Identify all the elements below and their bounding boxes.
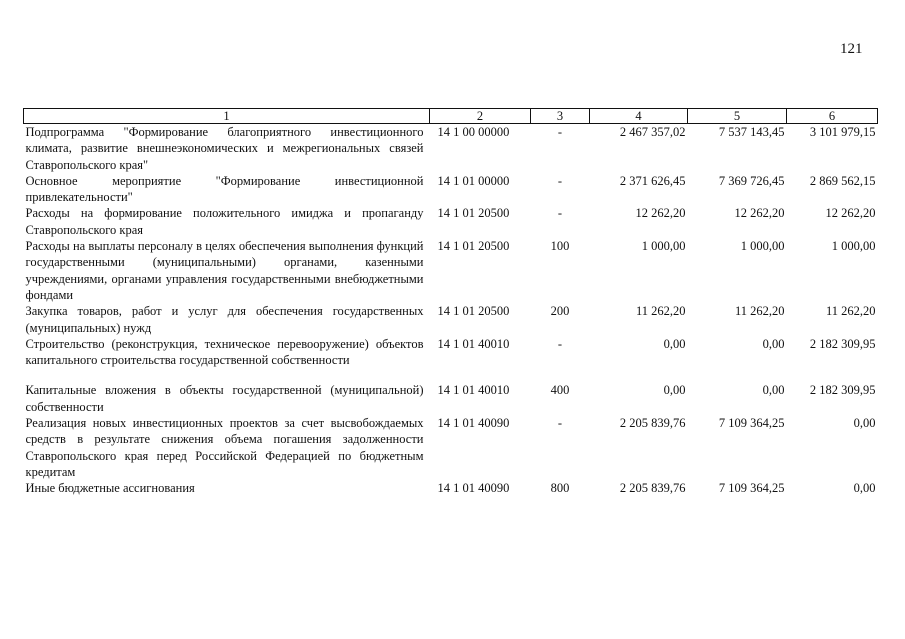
table-row — [24, 382, 878, 415]
row-sum-col-4: 0,00 — [663, 383, 686, 398]
row-sum-col-6: 2 182 309,95 — [809, 383, 876, 398]
row-sum-col-5: 1 000,00 — [740, 239, 785, 254]
row-sum-col-6: 12 262,20 — [825, 206, 876, 221]
row-name: Расходы на выплаты персоналу в целях обеспечения выполнения функций государственными (муниципальными) органами, казенными учреждениями, органами управления государственными внебюджетными фондами — [25, 239, 424, 302]
row-sum-col-5: 12 262,20 — [734, 206, 785, 221]
table-row — [24, 124, 878, 173]
row-expense-type: - — [557, 336, 563, 351]
table-row — [24, 480, 878, 496]
row-sum-col-5: 11 262,20 — [734, 304, 785, 319]
row-sum-col-6: 2 182 309,95 — [809, 336, 876, 351]
row-sum-col-4: 2 371 626,45 — [619, 173, 686, 188]
row-sum-col-4: 12 262,20 — [635, 206, 686, 221]
row-sum-col-5: 0,00 — [762, 336, 785, 351]
row-expense-type: - — [557, 173, 563, 188]
header-col-3: 3 — [531, 109, 590, 124]
header-row — [24, 109, 878, 124]
row-code: 14 1 01 00000 — [437, 173, 510, 188]
budget-table — [23, 108, 878, 497]
row-name: Подпрограмма "Формирование благоприятного инвестиционного климата, развитие внешнеэкономических и межрегиональных связей Ставропольского края" — [25, 125, 424, 172]
row-sum-col-4: 2 467 357,02 — [619, 125, 686, 139]
row-expense-type: - — [557, 416, 563, 431]
header-col-2: 2 — [430, 109, 531, 124]
row-code: 14 1 01 40090 — [437, 416, 510, 431]
row-name: Иные бюджетные ассигнования — [25, 481, 195, 496]
row-sum-col-6: 11 262,20 — [825, 304, 876, 319]
row-sum-col-5: 7 109 364,25 — [718, 481, 785, 496]
row-sum-col-5: 7 109 364,25 — [718, 416, 785, 431]
row-sum-col-5: 0,00 — [762, 383, 785, 398]
row-sum-col-4: 2 205 839,76 — [619, 416, 686, 431]
row-expense-type: - — [557, 206, 563, 221]
header-col-4: 4 — [590, 109, 688, 124]
row-name: Капитальные вложения в объекты государственной (муниципальной) собственности — [25, 383, 424, 414]
row-sum-col-6: 3 101 979,15 — [809, 125, 876, 139]
row-sum-col-6: 0,00 — [853, 481, 876, 496]
row-sum-col-6: 1 000,00 — [831, 239, 876, 254]
row-name: Расходы на формирование положительного имиджа и пропаганду Ставропольского края — [25, 206, 424, 237]
header-col-1: 1 — [24, 109, 430, 124]
row-code: 14 1 01 20500 — [437, 206, 510, 221]
table-row — [24, 173, 878, 206]
header-col-6: 6 — [787, 109, 878, 124]
table-row — [24, 336, 878, 383]
table-row — [24, 238, 878, 303]
page-number: 121 — [840, 41, 863, 57]
row-sum-col-6: 2 869 562,15 — [809, 173, 876, 188]
row-code: 14 1 01 40010 — [437, 336, 510, 351]
row-expense-type: 100 — [550, 239, 570, 254]
row-code: 14 1 01 20500 — [437, 239, 510, 254]
row-sum-col-4: 2 205 839,76 — [619, 481, 686, 496]
row-sum-col-5: 7 537 143,45 — [718, 125, 785, 139]
header-col-5: 5 — [688, 109, 787, 124]
row-code: 14 1 00 00000 — [437, 125, 510, 139]
row-name: Основное мероприятие "Формирование инвестиционной привлекательности" — [25, 173, 424, 205]
table-row — [24, 415, 878, 480]
row-sum-col-4: 1 000,00 — [641, 239, 686, 254]
row-expense-type: - — [557, 125, 563, 139]
row-code: 14 1 01 20500 — [437, 304, 510, 319]
row-name: Реализация новых инвестиционных проектов за счет высвобождаемых средств в результате снижения объема погашения задолженности Ставропольского края перед Российской Федерацией по бюджетным кредитам — [25, 416, 424, 479]
row-sum-col-6: 0,00 — [853, 416, 876, 431]
row-sum-col-4: 11 262,20 — [635, 304, 686, 319]
table-row — [24, 205, 878, 238]
row-expense-type: 800 — [550, 481, 570, 496]
row-expense-type: 200 — [550, 304, 570, 319]
row-expense-type: 400 — [550, 383, 570, 398]
table-row — [24, 303, 878, 336]
row-name: Закупка товаров, работ и услуг для обеспечения государственных (муниципальных) нужд — [25, 304, 424, 335]
row-sum-col-4: 0,00 — [663, 336, 686, 351]
row-code: 14 1 01 40010 — [437, 383, 510, 398]
row-sum-col-5: 7 369 726,45 — [718, 173, 785, 188]
row-name: Строительство (реконструкция, техническое перевооружение) объектов капитального строительства государственной собственности — [25, 336, 424, 368]
row-code: 14 1 01 40090 — [437, 481, 510, 496]
